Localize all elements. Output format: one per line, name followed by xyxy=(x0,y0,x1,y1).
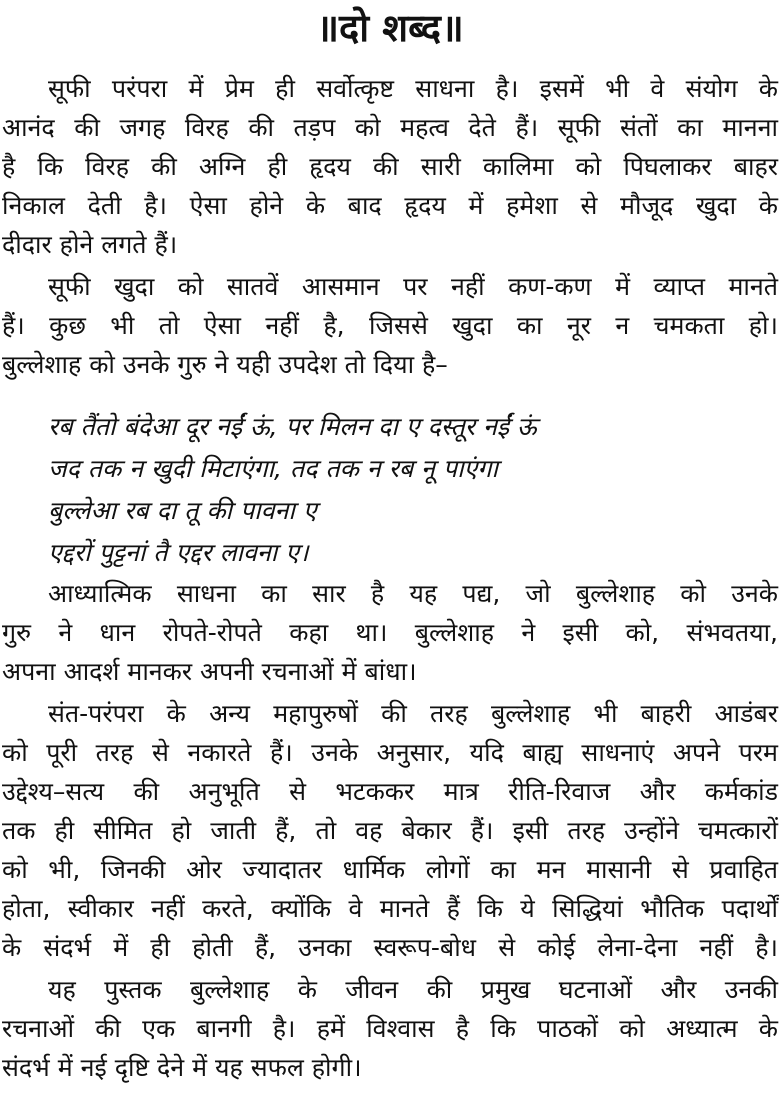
paragraph-4-line-4: तक ही सीमित हो जाती हैं, तो वह बेकार हैं। इसी तरह उन्होंने चमत्कारों xyxy=(2,816,778,845)
paragraph-4-line-5: को भी, जिनकी ओर ज्यादातर धार्मिक लोगों का मन मासानी से प्रवाहित xyxy=(2,855,778,884)
paragraph-2-line-3: बुल्लेशाह को उनके गुरु ने यही उपदेश तो दिया है– xyxy=(2,350,448,379)
paragraph-4-line-6: होता, स्वीकार नहीं करते, क्योंकि वे मानते हैं कि ये सिद्धियां भौतिक पदार्थों xyxy=(2,894,778,923)
paragraph-3-line-2: गुरु ने धान रोपते-रोपते कहा था। बुल्लेशाह ने इसी को, संभवतया, xyxy=(2,618,778,647)
paragraph-5-line-2: रचनाओं की एक बानगी है। हमें विश्वास है कि पाठकों को अध्यात्म के xyxy=(2,1014,778,1043)
paragraph-1-line-3: है कि विरह की अग्नि ही हृदय की सारी कालिमा को पिघलाकर बाहर xyxy=(2,152,778,181)
paragraph-1-line-1: सूफी परंपरा में प्रेम ही सर्वोत्कृष्ट साधना है। इसमें भी वे संयोग के xyxy=(48,74,778,103)
paragraph-4-line-1: संत-परंपरा के अन्य महापुरुषों की तरह बुल्लेशाह भी बाहरी आडंबर xyxy=(48,699,778,728)
paragraph-1-line-4: निकाल देती है। ऐसा होने के बाद हृदय में हमेशा से मौजूद खुदा के xyxy=(2,191,778,220)
paragraph-5-line-1: यह पुस्तक बुल्लेशाह के जीवन की प्रमुख घटनाओं और उनकी xyxy=(48,975,778,1004)
verse-line-1: रब तैंतो बंदेआ दूर नईं ऊं, पर मिलन दा ए दस्तूर नईं ऊं xyxy=(48,412,537,441)
paragraph-4-line-3: उद्देश्य–सत्य की अनुभूति से भटककर मात्र रीति-रिवाज और कर्मकांड xyxy=(2,777,778,806)
verse-line-4: एद्दरों पुट्टनां तै एद्दर लावना ए। xyxy=(48,538,309,567)
page-title: ॥दो शब्द॥ xyxy=(316,6,464,50)
paragraph-4-line-2: को पूरी तरह से नकारते हैं। उनके अनुसार, यदि बाह्य साधनाएं अपने परम xyxy=(2,738,778,767)
verse-line-2: जद तक न खुदी मिटाएंगा, तद तक न रब नू पाएंगा xyxy=(48,454,498,483)
paragraph-1-line-5: दीदार होने लगते हैं। xyxy=(2,230,178,259)
paragraph-3-line-3: अपना आदर्श मानकर अपनी रचनाओं में बांधा। xyxy=(2,657,417,686)
paragraph-2-line-1: सूफी खुदा को सातवें आसमान पर नहीं कण-कण में व्याप्त मानते xyxy=(48,272,778,301)
paragraph-3-line-1: आध्यात्मिक साधना का सार है यह पद्य, जो बुल्लेशाह को उनके xyxy=(48,579,778,608)
paragraph-2-line-2: हैं। कुछ भी तो ऐसा नहीं है, जिससे खुदा का नूर न चमकता हो। xyxy=(2,311,778,340)
verse-line-3: बुल्लेआ रब दा तू की पावना ए xyxy=(48,496,317,525)
paragraph-5-line-3: संदर्भ में नई दृष्टि देने में यह सफल होगी। xyxy=(2,1053,362,1082)
paragraph-4-line-7: के संदर्भ में ही होती हैं, उनका स्वरूप-बोध से कोई लेना-देना नहीं है। xyxy=(2,933,778,962)
paragraph-1-line-2: आनंद की जगह विरह की तड़प को महत्व देते हैं। सूफी संतों का मानना xyxy=(2,113,778,142)
